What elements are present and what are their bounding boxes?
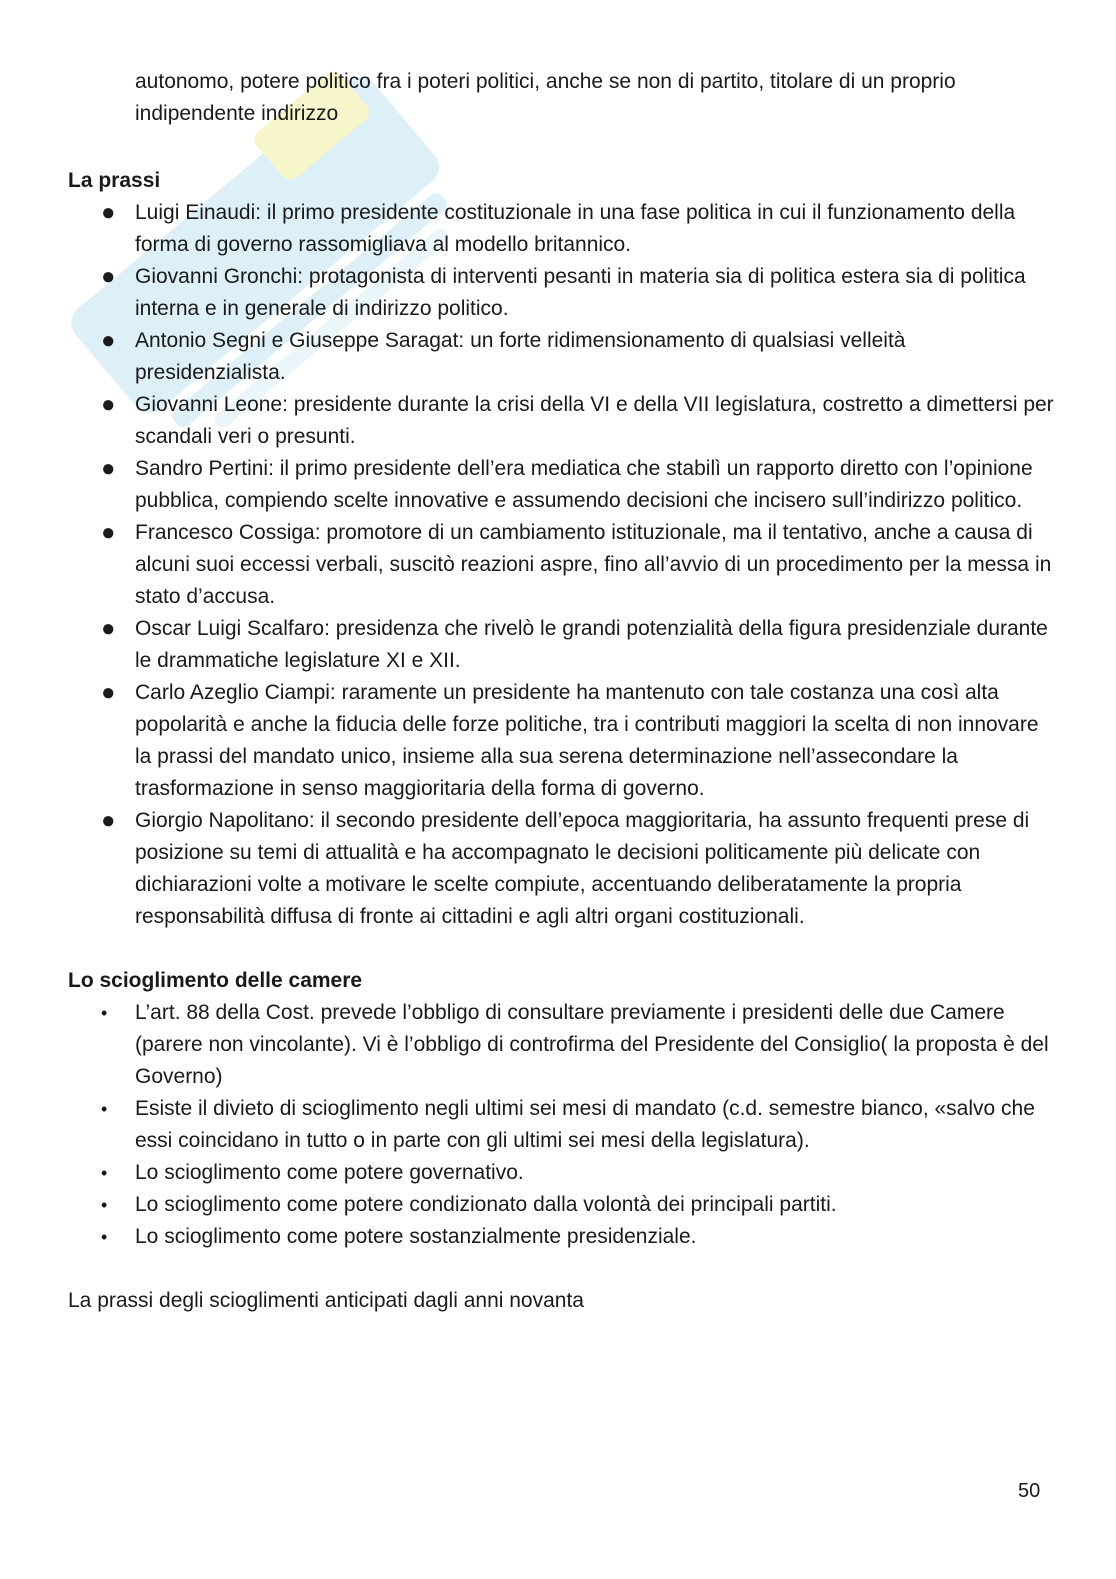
continuation-paragraph: autonomo, potere politico fra i poteri politici, anche se non di partito, titolare di un proprio indipendente indirizzo	[135, 70, 956, 125]
bullet-icon: ●	[101, 327, 116, 354]
list-item: ● Giovanni Gronchi: protagonista di interventi pesanti in materia sia di politica estera sia di politica interna e in generale di indirizzo politico.	[101, 263, 1026, 320]
section-title-prassi: La prassi	[68, 169, 161, 192]
bullet-icon: ●	[101, 391, 116, 418]
bullet-icon: ●	[101, 615, 116, 642]
list-item: • Lo scioglimento come potere sostanzialmente presidenziale.	[68, 1221, 1058, 1253]
bullet-icon: •	[101, 1195, 108, 1215]
list-item: ● Carlo Azeglio Ciampi: raramente un presidente ha mantenuto con tale costanza una così alta popolarità e anche la fiducia delle forze politiche, tra i contributi maggiori la scelta di non innovare la prassi del mandato unico, insieme alla sua serena determinazione nell’assecondare la trasformazione in senso maggioritaria della forma di governo.	[101, 679, 1039, 800]
list-item: ● Giovanni Leone: presidente durante la crisi della VI e della VII legislatura, costretto a dimettersi per scandali veri o presunti.	[101, 391, 1054, 448]
section-title-scioglimento: Lo scioglimento delle camere	[68, 969, 363, 992]
scioglimento-list	[68, 997, 1058, 1253]
prassi-list	[68, 197, 1058, 933]
bullet-icon: ●	[101, 519, 116, 546]
bullet-icon: ●	[101, 455, 116, 482]
bullet-icon: •	[101, 1227, 108, 1247]
bullet-icon: •	[101, 1003, 108, 1023]
list-item: • Lo scioglimento come potere governativo.	[68, 1157, 1058, 1189]
list-item: ● Sandro Pertini: il primo presidente dell’era mediatica che stabilì un rapporto diretto con l’opinione pubblica, compiendo scelte innovative e assumendo decisioni che incisero sull’indirizzo politico.	[101, 455, 1033, 512]
bullet-icon: ●	[101, 263, 116, 290]
page-number: 50	[1018, 1480, 1041, 1502]
list-item: • Lo scioglimento come potere condizionato dalla volontà dei principali partiti.	[68, 1189, 1058, 1221]
list-item: ● Antonio Segni e Giuseppe Saragat: un forte ridimensionamento di qualsiasi velleità presidenzialista.	[101, 327, 906, 384]
bullet-icon: •	[101, 1163, 108, 1183]
list-item: ● Luigi Einaudi: il primo presidente costituzionale in una fase politica in cui il funzionamento della forma di governo rassomigliava al modello britannico.	[101, 199, 1016, 256]
bullet-icon: •	[101, 1099, 108, 1119]
list-item: ● Oscar Luigi Scalfaro: presidenza che rivelò le grandi potenzialità della figura presidenziale durante le drammatiche legislature XI e XII.	[101, 615, 1048, 672]
list-item: • Esiste il divieto di scioglimento negli ultimi sei mesi di mandato (c.d. semestre bianco, «salvo che essi coincidano in tutto o in parte con gli ultimi sei mesi della legislatura).	[68, 1093, 1058, 1157]
list-item: • L’art. 88 della Cost. prevede l’obbligo di consultare previamente i presidenti delle due Camere (parere non vincolante). Vi è l’obbligo di controfirma del Presidente del Consiglio( la proposta è del Governo)	[68, 997, 1058, 1093]
page-content	[68, 66, 1058, 1317]
list-item: ● Giorgio Napolitano: il secondo presidente dell’epoca maggioritaria, ha assunto frequenti prese di posizione su temi di attualità e ha accompagnato le decisioni politicamente più delicate con dichiarazioni volte a motivare le scelte compiute, accentuando deliberatamente la propria responsabilità diffusa di fronte ai cittadini e agli altri organi costituzionali.	[101, 807, 1030, 928]
bullet-icon: ●	[101, 679, 116, 706]
list-item: ● Francesco Cossiga: promotore di un cambiamento istituzionale, ma il tentativo, anche a causa di alcuni suoi eccessi verbali, suscitò reazioni aspre, fino all’avvio di un procedimento per la messa in stato d’accusa.	[101, 519, 1052, 608]
bullet-icon: ●	[101, 199, 116, 226]
bullet-icon: ●	[101, 807, 116, 834]
final-line: La prassi degli scioglimenti anticipati dagli anni novanta	[68, 1289, 584, 1312]
